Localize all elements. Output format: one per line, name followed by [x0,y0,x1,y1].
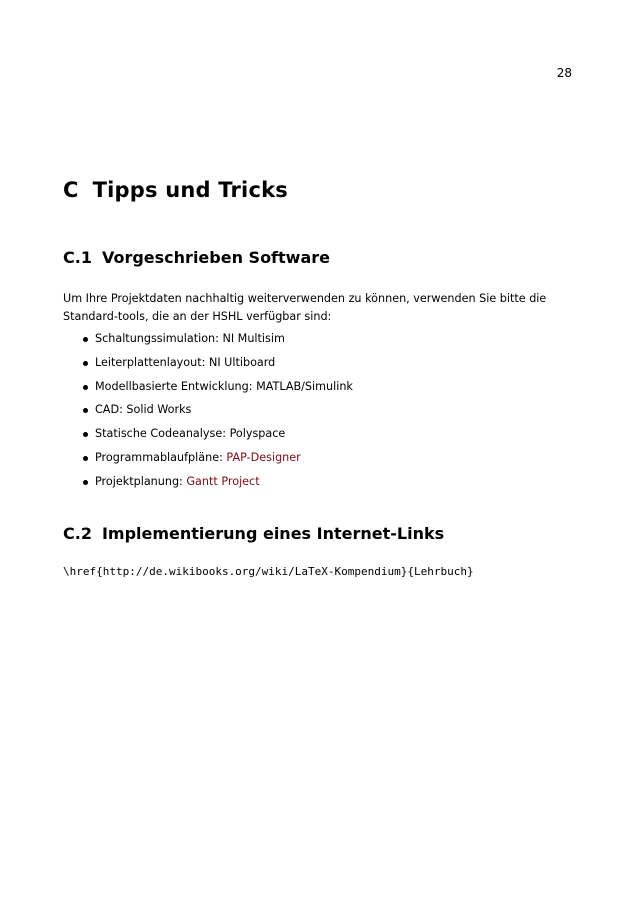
bullet-icon [83,432,88,437]
chapter-number: C [63,178,79,202]
item-label: Leiterplattenlayout: [95,355,209,369]
item-label: CAD: [95,403,127,417]
list-item [63,354,353,378]
intro-paragraph: Um Ihre Projektdaten nachhaltig weiterverwenden zu können, verwenden Sie bitte die Standard-tools, die an der HSHL verfügbar sind: [63,292,547,323]
section-heading-internet-links [63,524,444,543]
gantt-project-link[interactable]: Gantt Project [186,474,260,488]
section-number: C.2 [63,524,92,543]
list-item [63,449,353,473]
item-value: Solid Works [126,403,192,417]
bullet-icon [83,361,88,366]
bullet-icon [83,385,88,390]
item-label: Modellbasierte Entwicklung: [95,379,257,393]
item-value: MATLAB/Simulink [256,379,353,393]
latex-code-snippet: \href{http://de.wikibooks.org/wiki/LaTeX-Kompendium}{Lehrbuch} [63,565,474,578]
list-item [63,401,353,425]
chapter-heading [63,178,288,202]
section-heading-software [63,248,330,267]
page-number: 28 [556,66,572,80]
item-value: NI Ultiboard [208,355,276,369]
section-number: C.1 [63,248,92,267]
item-value: Polyspace [229,427,286,441]
item-value: NI Multisim [222,332,285,345]
item-label: Programmablaufpläne: [95,450,227,464]
bullet-icon [83,337,88,342]
bullet-icon [83,480,88,485]
item-label: Statische Codeanalyse: [95,427,230,441]
item-label: Schaltungssimulation: [95,332,223,345]
chapter-title: Tipps und Tricks [92,178,288,202]
list-item [63,378,353,402]
pap-designer-link[interactable]: PAP-Designer [226,450,301,464]
bullet-icon [83,408,88,413]
software-list [63,330,353,497]
list-item [63,330,353,354]
list-item [63,425,353,449]
section-title: Vorgeschrieben Software [101,248,330,267]
bullet-icon [83,456,88,461]
item-label: Projektplanung: [95,474,187,488]
section-title: Implementierung eines Internet-Links [101,524,445,543]
list-item [63,473,353,497]
